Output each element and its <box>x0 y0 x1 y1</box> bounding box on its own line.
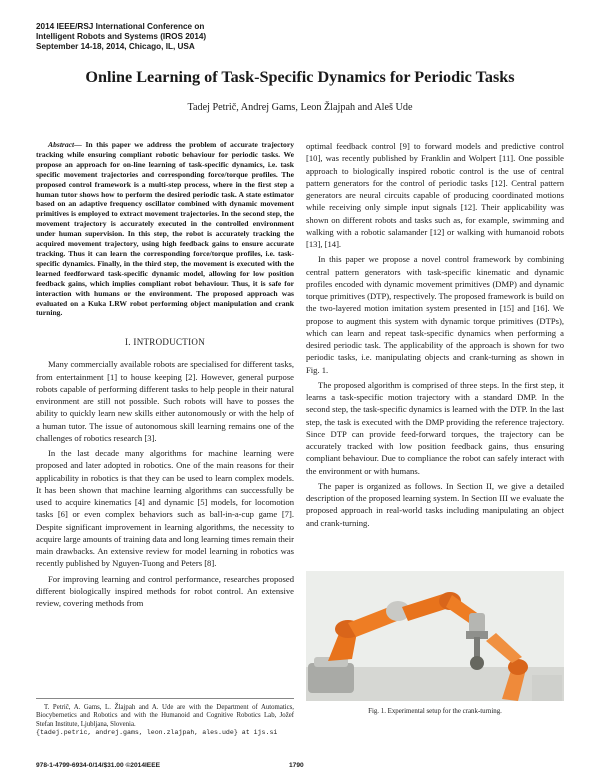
figure-caption: Fig. 1. Experimental setup for the crank-turning. <box>368 708 502 715</box>
author-list: Tadej Petrič, Andrej Gams, Leon Žlajpah and Aleš Ude <box>187 102 413 113</box>
abstract <box>36 140 294 318</box>
conference-line-1: 2014 IEEE/RSJ International Conference on <box>36 22 205 31</box>
figure-robot-photo <box>306 571 564 701</box>
right-paragraph-3: The proposed algorithm is comprised of three steps. In the first step, it learns a task-specific motion trajectory with a standard DMP. In the second step, the task-specific dynamics is learned with the DTP. In the last step, the task is executed with the DMP providing the reference trajectory. Since DTP can provide feed-forward torques, the trajectory can be accurately tracked with low position feedback gains, thus ensuring compliant behaviour. Due to compliance the robot can safely interact with the environment or with humans. <box>306 379 564 476</box>
conference-line-2: Intelligent Robots and Systems (IROS 2014) <box>36 32 207 41</box>
abstract-label: Abstract <box>48 140 75 149</box>
right-paragraph-4: The paper is organized as follows. In Section II, we give a detailed description of the proposed learning system. In Section III we evaluate the proposed approach in real-world tasks including manipulating an object and crank-turning. <box>306 480 564 528</box>
section-heading-introduction: I. INTRODUCTION <box>125 337 205 348</box>
right-paragraph-1: optimal feedback control [9] to forward models and predictive control [10], was recently published by Franklin and Wolpert [11]. One possible approach to biologically inspired robotic control is the use of central pattern generators for the control of periodic tasks [12]. Central pattern generators are neural circuits capable of producing coordinated motions while receiving only simple input signals [12]. Their applicability was shown on different robots and tasks such as, for example, swimming and walking with a robotic salamander [12] or walking with humanoid robots [13], [14]. <box>306 141 564 249</box>
footnote-emails: {tadej.petric, andrej.gams, leon.zlajpah, ales.ude} at ijs.si <box>36 729 278 737</box>
robot-arm-illustration <box>306 571 564 701</box>
conference-header <box>36 22 336 52</box>
intro-paragraph-3: For improving learning and control performance, researches proposed different biologically inspired methods for robot control. An extensive review, covering methods from <box>36 573 294 609</box>
author-affiliation-footnote <box>36 704 294 738</box>
paper-title: Online Learning of Task-Specific Dynamics for Periodic Tasks <box>85 68 515 86</box>
intro-paragraph-1: Many commercially available robots are specialised for different tasks, from entertainment [1] to house keeping [2]. However, general purpose robots capable of performing different tasks to help people in their natural environment are still not possible. Such robots will have to posses the ability to quickly learn new skills either autonomously or with the help of a human tutor. The issue of autonomous skill learning remains one of the challenges of robotics research [3]. <box>36 359 294 443</box>
page-number: 1790 <box>289 762 304 769</box>
right-paragraph-2: In this paper we propose a novel control framework by combining central pattern generators with task-specific kinematic and dynamic profiles encoded with dynamic movement primitives (DMP) and dynamic torque primitives (DTP), respectively. The proposed framework is build on the two-layered motion imitation system presented in [15] and [16]. We propose to augment this system with dynamic torque primitives (DTPs), which can learn and repeat task-specific dynamics when performing a desired periodic task. The applicability of the approach is shown for two periodic tasks, i.e. manipulating objects and crank-turning as shown in Fig. 1. <box>306 254 564 375</box>
abstract-text: — In this paper we address the problem of accurate trajectory tracking while ensuring compliant robotic behaviour for periodic tasks. We propose an approach for on-line learning of task-specific dynamics, i.e. task specific movement trajectories and corresponding force/torque profiles. The proposed control framework is a multi-step process, where in the first step a human tutor shows how to perform the desired periodic task. A state estimator based on an adaptive frequency oscillator combined with dynamic movement primitives is employed to extract movement trajectories. In the second step, the movement trajectory is accurately executed in the controlled environment under human supervision. In this step, the robot is accurately tracking the acquired movement trajectory, using high feedback gains to ensure accurate tracking. Thus it can learn the corresponding force/torque profiles, i.e. task-specific dynamics. Finally, in the third step, the movement is executed with the learned feedforward task-specific dynamic model, allowing for low position feedback gains, which implies compliant robot behaviour. Thus, it is safe for interaction with humans or the environment. The proposed approach was evaluated on a Kuka LRW robot performing object manipulation and crank turning. <box>36 140 294 318</box>
footnote-divider <box>36 698 294 699</box>
right-column <box>306 140 564 532</box>
left-column <box>36 140 294 612</box>
intro-paragraph-2: In the last decade many algorithms for machine learning were proposed and later adopted in robotics. One of the main reasons for their applicability in robotics is that they can be used to learn complex models. It has been shown that machine learning algorithms can successfully be used to acquire kinematics [4] and dynamic [5] models, for locomotion tasks [6] or even complex behaviors such as ball-in-a-cup game [7]. Despite significant improvement in learning algorithms, the necessity to acquire large amounts of training data and long learning times remain their main drawbacks. An extensive review for model learning in robotics was recently published by Nguyen-Tuong and Peters [8]. <box>36 448 294 569</box>
footnote-text: T. Petrič, A. Gams, L. Žlajpah and A. Ude are with the Department of Automatics, Biocybernetics and Robotics and with the Humanoid and Cognitive Robotics Lab, Jožef Stefan Institute, Ljubljana, Slovenia. <box>36 704 294 728</box>
conference-line-3: September 14-18, 2014, Chicago, IL, USA <box>36 42 195 51</box>
isbn-line: 978-1-4799-6934-0/14/$31.00 ©2014IEEE <box>36 762 161 769</box>
